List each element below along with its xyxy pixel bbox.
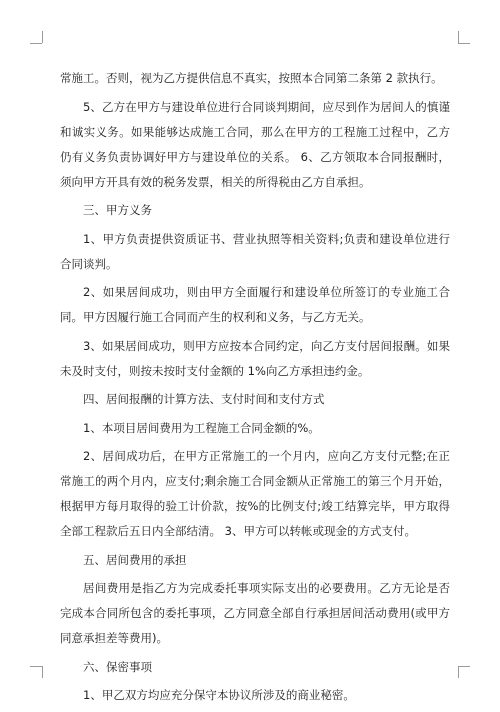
paragraph: 常施工。否则，视为乙方提供信息不真实，按照本合同第二条第 2 款执行。 bbox=[60, 71, 443, 85]
paragraph: 5、乙方在甲方与建设单位进行合同谈判期间，应尽到作为居间人的慎谨和诚实义务。如果能够达成施工合同，那么在甲方的工程施工过程中，乙方仍有义务负责协调好甲方与建设单位的关系。 6、乙方领取本合同报酬时，须向甲方开具有效的税务发票，相关的所得税由乙方自承担。 bbox=[60, 99, 450, 189]
paragraph: 1、甲乙双方均应充分保守本协议所涉及的商业秘密。 bbox=[83, 688, 355, 702]
crop-mark bbox=[42, 666, 43, 678]
paragraph: 居间费用是指乙方为完成委托事项实际支出的必要费用。乙方无论是否完成本合同所包含的委托事项，乙方同意全部自行承担居间活动费用(或甲方同意承担差等费用)。 bbox=[60, 581, 450, 645]
crop-mark bbox=[30, 666, 42, 667]
crop-mark bbox=[458, 666, 459, 678]
paragraph: 1、甲方负责提供资质证书、营业执照等相关资料;负责和建设单位进行合同谈判。 bbox=[60, 231, 450, 271]
paragraph: 2、如果居间成功，则由甲方全面履行和建设单位所签订的专业施工合同。甲方因履行施工合同而产生的权利和义务，与乙方无关。 bbox=[60, 285, 450, 324]
crop-mark bbox=[458, 666, 470, 667]
section-heading: 六、保密事项 bbox=[83, 659, 152, 674]
paragraph: 1、本项目居间费用为工程施工合同金额的%。 bbox=[83, 420, 320, 435]
section-heading: 四、居间报酬的计算方法、支付时间和支付方式 bbox=[83, 392, 325, 406]
crop-mark bbox=[458, 43, 470, 44]
crop-mark bbox=[30, 43, 42, 44]
paragraph: 3、如果居间成功，则甲方应按本合同约定，向乙方支付居间报酬。如果未及时支付，则按未按时支付金额的 1%向乙方承担违约金。 bbox=[60, 338, 450, 378]
section-heading: 三、甲方义务 bbox=[83, 203, 152, 217]
section-heading: 五、居间费用的承担 bbox=[83, 552, 187, 567]
crop-mark bbox=[42, 31, 43, 43]
paragraph: 2、居间成功后，在甲方正常施工的一个月内，应向乙方支付元整;在正常施工的两个月内，应支付;剩余施工合同金额从正常施工的第三个月开始，根据甲方每月取得的验工计价款，按%的比例支付;竣工结算完毕，甲方取得全部工程款后五日内全部结清。 3、甲方可以转帐或现金的方式支付。 bbox=[60, 449, 450, 538]
document-body bbox=[60, 66, 450, 712]
crop-mark bbox=[458, 31, 459, 43]
